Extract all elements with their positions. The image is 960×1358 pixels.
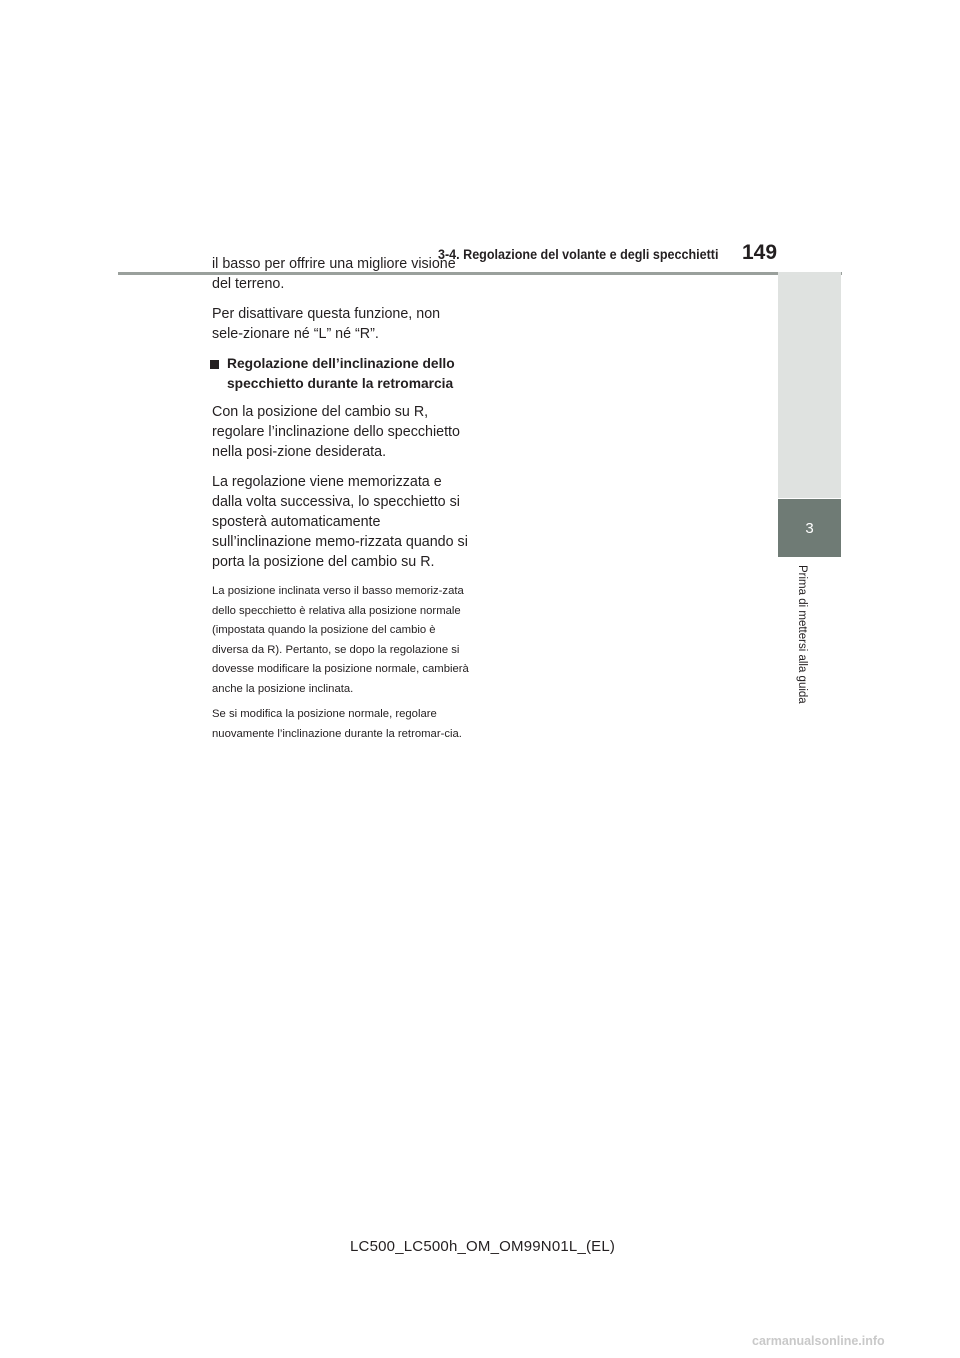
paragraph-1: il basso per offrire una migliore visione del terreno. [212,256,456,292]
chapter-label: Prima di mettersi alla guida [796,565,808,704]
document-code: LC500_LC500h_OM_OM99N01L_(EL) [350,1238,616,1255]
paragraph-3: Con la posizione del cambio su R, regolare l’inclinazione dello specchietto nella posi-zione desiderata. [212,404,460,460]
section-title: 3-4. Regolazione del volante e degli specchietti [438,247,719,262]
main-content [212,254,470,750]
chapter-tab [778,499,841,557]
watermark: carmanualsonline.info [752,1334,885,1348]
subheading [210,354,470,394]
chapter-number: 3 [805,519,814,537]
paragraph-4: La regolazione viene memorizzata e dalla volta successiva, lo specchietto si sposterà automaticamente sull’inclinazione memo-rizzata quando si porta la posizione del cambio su R. [212,474,468,570]
square-bullet-icon [210,360,219,369]
subheading-text: Regolazione dell’inclinazione dello specchietto durante la retromarcia [227,356,455,391]
page-number: 149 [742,241,778,264]
paragraph-2: Per disattivare questa funzione, non sele-zionare né “L” né “R”. [212,306,441,342]
note-1: La posizione inclinata verso il basso memoriz-zata dello specchietto è relativa alla posizione normale (impostata quando la posizione del cambio è diversa da R). Pertanto, se dopo la regolazione si dovesse modificare la posizione normale, cambierà anche la posizione inclinata. [212,585,469,695]
note-2: Se si modifica la posizione normale, regolare nuovamente l’inclinazione durante la retromar-cia. [212,708,462,740]
side-rule [778,272,841,498]
